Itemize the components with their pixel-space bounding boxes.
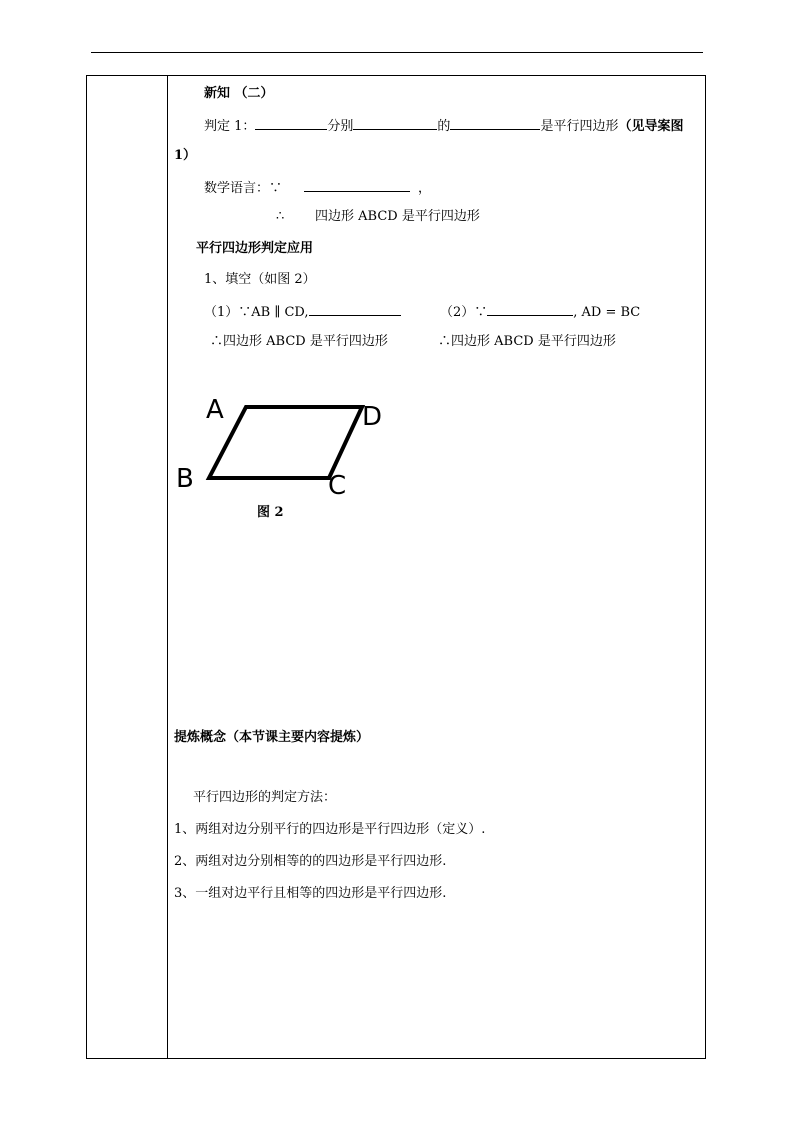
parallelogram-figure <box>170 390 390 500</box>
parallelogram-shape <box>209 407 362 478</box>
blank-field[interactable] <box>304 179 410 192</box>
vertex-label-b: B <box>176 464 194 494</box>
judge-1-suffix: 是平行四边形 <box>540 119 619 134</box>
part-2-line <box>440 303 640 321</box>
part-1-conclusion: ∴四边形 ABCD 是平行四边形 <box>210 334 388 349</box>
judge-1-note-cont: 1） <box>174 148 197 163</box>
summary-item-1: 1、两组对边分别平行的四边形是平行四边形（定义）. <box>174 822 486 837</box>
vertex-label-d: D <box>362 402 383 432</box>
application-heading: 平行四边形判定应用 <box>196 241 314 256</box>
column-divider <box>167 76 168 1058</box>
summary-item-3: 3、一组对边平行且相等的四边形是平行四边形. <box>174 886 447 901</box>
math-language-label: 数学语言：∵ <box>204 181 283 196</box>
part-1-prefix: （1）∵AB ∥ CD, <box>204 305 309 320</box>
summary-intro: 平行四边形的判定方法： <box>193 790 337 805</box>
blank-field[interactable] <box>487 303 573 316</box>
vertex-label-c: C <box>328 471 347 500</box>
figure-caption: 图 2 <box>257 505 284 520</box>
new-knowledge-heading: 新知 （二） <box>204 86 274 101</box>
header-rule <box>91 52 703 53</box>
summary-item-2: 2、两组对边分别相等的的四边形是平行四边形. <box>174 854 447 869</box>
blank-field[interactable] <box>450 117 540 130</box>
part-2-conclusion: ∴四边形 ABCD 是平行四边形 <box>438 334 616 349</box>
therefore-symbol: ∴ <box>276 209 285 224</box>
vertex-label-a: A <box>206 395 224 425</box>
therefore-conclusion: 四边形 ABCD 是平行四边形 <box>315 209 480 224</box>
question-1-title: 1、填空（如图 2） <box>204 272 316 287</box>
blank-field[interactable] <box>353 117 437 130</box>
math-language-line <box>204 179 431 197</box>
part-1-line <box>204 303 401 321</box>
judge-1-note: （见导案图 <box>618 119 684 134</box>
part-2-suffix: , AD = BC <box>573 305 641 320</box>
blank-field[interactable] <box>309 303 401 316</box>
judge-1-prefix: 判定 1： <box>204 119 256 134</box>
part-2-prefix: （2）∵ <box>440 305 488 320</box>
summary-heading: 提炼概念（本节课主要内容提炼） <box>174 730 370 745</box>
judge-1-mid1: 分别 <box>327 119 354 134</box>
blank-field[interactable] <box>255 117 327 130</box>
judge-1-line <box>204 117 683 135</box>
math-language-comma: ， <box>418 181 432 196</box>
judge-1-mid2: 的 <box>437 119 451 134</box>
